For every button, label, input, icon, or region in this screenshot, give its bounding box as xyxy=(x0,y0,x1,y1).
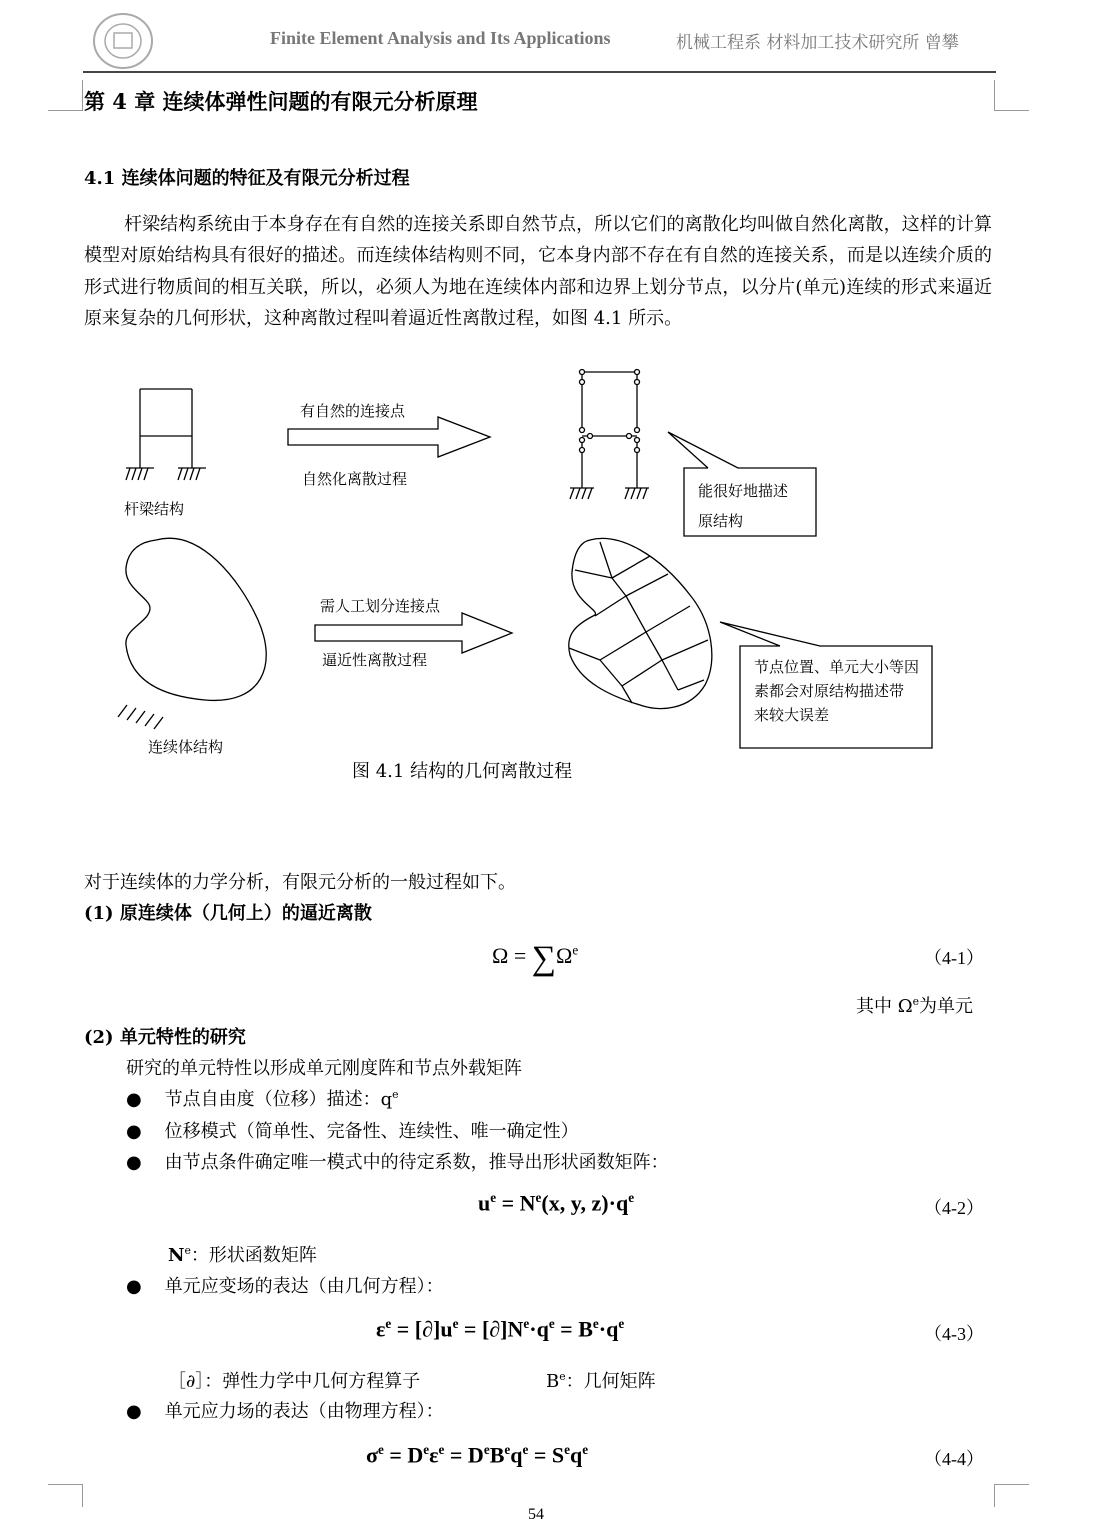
continuum-label: 连续体结构 xyxy=(148,738,224,756)
equation-4-2: $u^e = N^e(x$, y, $z)\cdot q^e$ xyxy=(478,1190,635,1216)
crop-mark-tr xyxy=(994,80,1029,111)
bullet-item-3: ● 由节点条件确定唯一模式中的待定系数，推导出形状函数矩阵： xyxy=(126,1152,669,1173)
equation-4-1-note: 其中 $\Omega^e$为单元 xyxy=(856,995,974,1017)
bullet-item-5: ● 单元应力场的表达（由物理方程）： xyxy=(126,1401,444,1422)
figure-caption: 图 4.1 结构的几何离散过程 xyxy=(352,761,573,782)
bullet-item-4: ● 单元应变场的表达（由几何方程）： xyxy=(126,1276,444,1297)
equation-number-4-4: （4-4） xyxy=(924,1449,984,1469)
crop-mark-br xyxy=(994,1484,1029,1507)
callout-1-line-2: 原结构 xyxy=(698,512,744,530)
continuum-support xyxy=(118,705,163,729)
equation-number-4-3: （4-3） xyxy=(924,1324,984,1344)
arrow-1-top-label: 有自然的连接点 xyxy=(300,402,406,420)
bullet-item-1: ● 节点自由度（位移）描述：$q^e$ xyxy=(126,1088,399,1110)
arrow-1 xyxy=(288,417,490,457)
callout-1-line-1: 能很好地描述 xyxy=(698,482,789,500)
process-intro: 对于连续体的力学分析，有限元分析的一般过程如下。 xyxy=(84,872,516,893)
header-department: 机械工程系 材料加工技术研究所 曾攀 xyxy=(676,33,959,53)
equation-4-3-note-2: $B^e$：几何矩阵 xyxy=(546,1370,656,1392)
figure-4-1 xyxy=(0,360,1107,760)
arrow-1-bottom-label: 自然化离散过程 xyxy=(302,470,408,488)
bullet-item-2: ● 位移模式（简单性、完备性、连续性、唯一确定性） xyxy=(126,1121,579,1142)
callout-2-line-2: 素都会对原结构描述带 xyxy=(754,682,905,700)
step-1-title: (1) 原连续体（几何上）的逼近离散 xyxy=(84,903,372,924)
header-rule xyxy=(83,71,996,73)
equation-4-1: $\Omega = \sum\Omega^e$ xyxy=(492,940,579,977)
arrow-2-top-label: 需人工划分连接点 xyxy=(320,597,441,615)
university-logo xyxy=(92,12,154,70)
header-title: Finite Element Analysis and Its Applications xyxy=(270,28,611,48)
equation-4-3: $\varepsilon^e = [\partial]u^e = [\partial]N^e\cdot q^e = B^e\cdot q^e$ xyxy=(376,1316,625,1342)
equation-4-2-note: $N^e$：形状函数矩阵 xyxy=(168,1244,317,1266)
step-2-intro: 研究的单元特性以形成单元刚度阵和节点外载矩阵 xyxy=(126,1058,522,1079)
intro-paragraph: 杆梁结构系统由于本身存在有自然的连接关系即自然节点，所以它们的离散化均叫做自然化离散，这样的计算模型对原始结构具有很好的描述。而连续体结构则不同，它本身内部不存在有自然的连接关系，而是以连续介质的形式进行物质间的相互关联，所以，必须人为地在连续体内部和边界上划分节点，以分片(单元)连续的形式来逼近原来复杂的几何形状，这种离散过程叫着逼近性离散过程，如图 4.1 所示。 xyxy=(84,214,992,329)
equation-4-4: $\sigma^e = D^e\varepsilon^e = D^eB^eq^e = S^eq^e$ xyxy=(366,1442,589,1468)
crop-mark-bl xyxy=(48,1484,83,1507)
equation-number-4-1: （4-1） xyxy=(924,948,984,968)
frame-label: 杆梁结构 xyxy=(124,500,185,518)
discrete-frame-drawing xyxy=(570,370,649,500)
callout-2-line-1: 节点位置、单元大小等因 xyxy=(754,658,920,676)
equation-number-4-2: （4-2） xyxy=(924,1198,984,1218)
continuum-drawing xyxy=(126,538,266,700)
crop-mark-tl xyxy=(48,80,83,111)
step-2-title: (2) 单元特性的研究 xyxy=(84,1027,246,1048)
frame-structure-drawing xyxy=(126,389,206,480)
page-number: 54 xyxy=(528,1506,544,1523)
meshed-continuum-drawing xyxy=(569,538,712,708)
callout-2-line-3: 来较大误差 xyxy=(754,706,830,724)
arrow-2 xyxy=(315,613,512,653)
chapter-title: 第 4 章 连续体弹性问题的有限元分析原理 xyxy=(84,89,478,114)
section-title: 4.1 连续体问题的特征及有限元分析过程 xyxy=(84,168,410,189)
arrow-2-bottom-label: 逼近性离散过程 xyxy=(322,651,428,669)
equation-4-3-note-1: ［∂］：弹性力学中几何方程算子 xyxy=(168,1371,421,1392)
